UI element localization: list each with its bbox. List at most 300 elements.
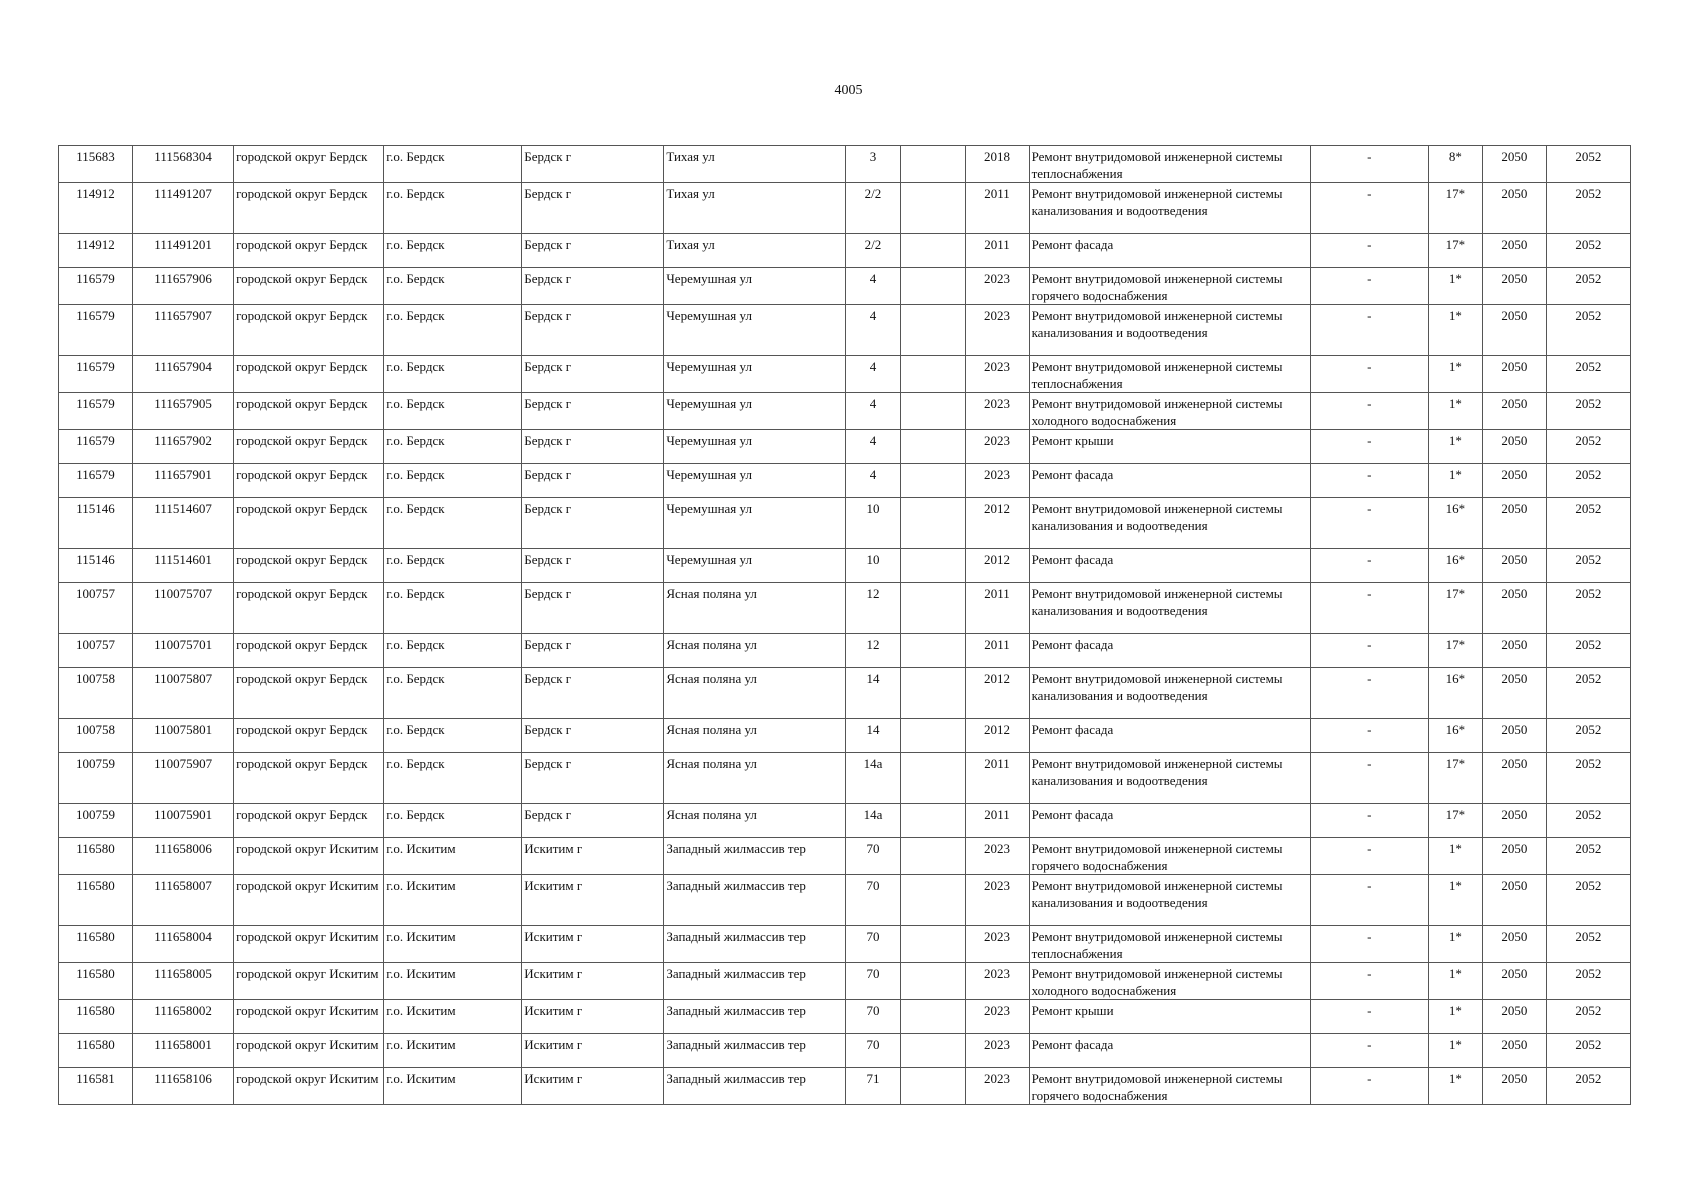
district-cell: г.о. Бердск	[384, 305, 522, 356]
settlement-cell: Бердск г	[522, 305, 664, 356]
street-cell: Западный жилмассив тер	[664, 1034, 846, 1068]
street-cell: Ясная поляна ул	[664, 804, 846, 838]
start-year-cell: 2050	[1482, 926, 1546, 963]
code-cell: 1*	[1428, 1034, 1482, 1068]
corpus-cell	[900, 838, 965, 875]
corpus-cell	[900, 583, 965, 634]
start-year-cell: 2050	[1482, 234, 1546, 268]
street-cell: Западный жилмассив тер	[664, 963, 846, 1000]
start-year-cell: 2050	[1482, 668, 1546, 719]
year-cell: 2011	[965, 583, 1029, 634]
dash-cell: -	[1310, 753, 1428, 804]
end-year-cell: 2052	[1546, 498, 1630, 549]
house-number-cell: 14а	[846, 753, 900, 804]
house-number-cell: 4	[846, 430, 900, 464]
end-year-cell: 2052	[1546, 634, 1630, 668]
settlement-cell: Бердск г	[522, 268, 664, 305]
work-type-cell: Ремонт внутридомовой инженерной системы теплоснабжения	[1029, 356, 1310, 393]
house-number-cell: 12	[846, 634, 900, 668]
work-type-cell: Ремонт крыши	[1029, 1000, 1310, 1034]
building-id-cell: 116581	[59, 1068, 133, 1105]
dash-cell: -	[1310, 430, 1428, 464]
street-cell: Черемушная ул	[664, 393, 846, 430]
year-cell: 2023	[965, 1034, 1029, 1068]
code-cell: 1*	[1428, 268, 1482, 305]
year-cell: 2011	[965, 804, 1029, 838]
building-id-cell: 100757	[59, 583, 133, 634]
settlement-cell: Искитим г	[522, 1000, 664, 1034]
settlement-cell: Бердск г	[522, 668, 664, 719]
street-cell: Черемушная ул	[664, 498, 846, 549]
start-year-cell: 2050	[1482, 963, 1546, 1000]
district-cell: г.о. Искитим	[384, 1034, 522, 1068]
work-id-cell: 110075701	[133, 634, 234, 668]
house-number-cell: 2/2	[846, 234, 900, 268]
work-type-cell: Ремонт фасада	[1029, 549, 1310, 583]
dash-cell: -	[1310, 393, 1428, 430]
district-cell: г.о. Искитим	[384, 926, 522, 963]
code-cell: 1*	[1428, 926, 1482, 963]
corpus-cell	[900, 183, 965, 234]
district-cell: г.о. Бердск	[384, 719, 522, 753]
code-cell: 1*	[1428, 464, 1482, 498]
building-id-cell: 116580	[59, 838, 133, 875]
work-type-cell: Ремонт фасада	[1029, 634, 1310, 668]
building-id-cell: 100758	[59, 719, 133, 753]
start-year-cell: 2050	[1482, 356, 1546, 393]
code-cell: 1*	[1428, 875, 1482, 926]
settlement-cell: Бердск г	[522, 356, 664, 393]
dash-cell: -	[1310, 1068, 1428, 1105]
code-cell: 1*	[1428, 393, 1482, 430]
municipality-cell: городской округ Бердск	[234, 430, 384, 464]
house-number-cell: 70	[846, 838, 900, 875]
district-cell: г.о. Бердск	[384, 549, 522, 583]
code-cell: 1*	[1428, 430, 1482, 464]
municipality-cell: городской округ Бердск	[234, 146, 384, 183]
year-cell: 2023	[965, 1068, 1029, 1105]
dash-cell: -	[1310, 583, 1428, 634]
code-cell: 1*	[1428, 1068, 1482, 1105]
year-cell: 2012	[965, 719, 1029, 753]
house-number-cell: 14	[846, 668, 900, 719]
dash-cell: -	[1310, 234, 1428, 268]
table-row	[59, 430, 1631, 464]
table-row	[59, 963, 1631, 1000]
work-type-cell: Ремонт внутридомовой инженерной системы канализования и водоотведения	[1029, 583, 1310, 634]
code-cell: 1*	[1428, 305, 1482, 356]
code-cell: 16*	[1428, 668, 1482, 719]
work-id-cell: 111658007	[133, 875, 234, 926]
end-year-cell: 2052	[1546, 875, 1630, 926]
settlement-cell: Бердск г	[522, 498, 664, 549]
start-year-cell: 2050	[1482, 146, 1546, 183]
building-id-cell: 115146	[59, 549, 133, 583]
start-year-cell: 2050	[1482, 183, 1546, 234]
municipality-cell: городской округ Бердск	[234, 464, 384, 498]
corpus-cell	[900, 498, 965, 549]
end-year-cell: 2052	[1546, 549, 1630, 583]
dash-cell: -	[1310, 719, 1428, 753]
district-cell: г.о. Бердск	[384, 464, 522, 498]
work-id-cell: 111658004	[133, 926, 234, 963]
building-id-cell: 100759	[59, 753, 133, 804]
work-type-cell: Ремонт фасада	[1029, 804, 1310, 838]
end-year-cell: 2052	[1546, 963, 1630, 1000]
building-id-cell: 100759	[59, 804, 133, 838]
settlement-cell: Искитим г	[522, 875, 664, 926]
building-id-cell: 116580	[59, 875, 133, 926]
municipality-cell: городской округ Бердск	[234, 356, 384, 393]
district-cell: г.о. Бердск	[384, 146, 522, 183]
year-cell: 2011	[965, 234, 1029, 268]
work-id-cell: 111658002	[133, 1000, 234, 1034]
table-row	[59, 719, 1631, 753]
building-id-cell: 116579	[59, 356, 133, 393]
district-cell: г.о. Бердск	[384, 268, 522, 305]
dash-cell: -	[1310, 549, 1428, 583]
work-type-cell: Ремонт внутридомовой инженерной системы горячего водоснабжения	[1029, 1068, 1310, 1105]
corpus-cell	[900, 668, 965, 719]
street-cell: Черемушная ул	[664, 268, 846, 305]
table-row	[59, 926, 1631, 963]
house-number-cell: 70	[846, 1034, 900, 1068]
building-id-cell: 114912	[59, 183, 133, 234]
district-cell: г.о. Искитим	[384, 963, 522, 1000]
table-row	[59, 234, 1631, 268]
house-number-cell: 3	[846, 146, 900, 183]
building-id-cell: 116579	[59, 464, 133, 498]
street-cell: Западный жилмассив тер	[664, 1068, 846, 1105]
table-row	[59, 1068, 1631, 1105]
district-cell: г.о. Бердск	[384, 183, 522, 234]
house-number-cell: 4	[846, 305, 900, 356]
year-cell: 2023	[965, 430, 1029, 464]
building-id-cell: 116580	[59, 1000, 133, 1034]
municipality-cell: городской округ Искитим	[234, 963, 384, 1000]
municipality-cell: городской округ Бердск	[234, 234, 384, 268]
house-number-cell: 2/2	[846, 183, 900, 234]
end-year-cell: 2052	[1546, 753, 1630, 804]
house-number-cell: 70	[846, 875, 900, 926]
start-year-cell: 2050	[1482, 268, 1546, 305]
table-row	[59, 838, 1631, 875]
work-id-cell: 111491201	[133, 234, 234, 268]
street-cell: Западный жилмассив тер	[664, 926, 846, 963]
street-cell: Ясная поляна ул	[664, 753, 846, 804]
district-cell: г.о. Бердск	[384, 234, 522, 268]
house-number-cell: 12	[846, 583, 900, 634]
settlement-cell: Бердск г	[522, 393, 664, 430]
house-number-cell: 4	[846, 268, 900, 305]
dash-cell: -	[1310, 498, 1428, 549]
work-id-cell: 111568304	[133, 146, 234, 183]
corpus-cell	[900, 1068, 965, 1105]
work-id-cell: 111658006	[133, 838, 234, 875]
municipality-cell: городской округ Бердск	[234, 268, 384, 305]
street-cell: Черемушная ул	[664, 549, 846, 583]
work-type-cell: Ремонт внутридомовой инженерной системы канализования и водоотведения	[1029, 183, 1310, 234]
building-id-cell: 115146	[59, 498, 133, 549]
start-year-cell: 2050	[1482, 804, 1546, 838]
work-id-cell: 111658106	[133, 1068, 234, 1105]
settlement-cell: Искитим г	[522, 926, 664, 963]
start-year-cell: 2050	[1482, 1068, 1546, 1105]
end-year-cell: 2052	[1546, 583, 1630, 634]
municipality-cell: городской округ Бердск	[234, 753, 384, 804]
work-type-cell: Ремонт внутридомовой инженерной системы горячего водоснабжения	[1029, 838, 1310, 875]
building-id-cell: 116580	[59, 1034, 133, 1068]
corpus-cell	[900, 549, 965, 583]
district-cell: г.о. Бердск	[384, 498, 522, 549]
start-year-cell: 2050	[1482, 838, 1546, 875]
corpus-cell	[900, 753, 965, 804]
start-year-cell: 2050	[1482, 430, 1546, 464]
code-cell: 16*	[1428, 719, 1482, 753]
work-type-cell: Ремонт крыши	[1029, 430, 1310, 464]
municipality-cell: городской округ Бердск	[234, 549, 384, 583]
code-cell: 17*	[1428, 183, 1482, 234]
municipality-cell: городской округ Бердск	[234, 393, 384, 430]
table-row	[59, 356, 1631, 393]
end-year-cell: 2052	[1546, 146, 1630, 183]
end-year-cell: 2052	[1546, 1034, 1630, 1068]
table-row	[59, 583, 1631, 634]
year-cell: 2023	[965, 393, 1029, 430]
start-year-cell: 2050	[1482, 583, 1546, 634]
corpus-cell	[900, 268, 965, 305]
start-year-cell: 2050	[1482, 393, 1546, 430]
work-type-cell: Ремонт внутридомовой инженерной системы теплоснабжения	[1029, 146, 1310, 183]
year-cell: 2012	[965, 668, 1029, 719]
end-year-cell: 2052	[1546, 305, 1630, 356]
work-type-cell: Ремонт внутридомовой инженерной системы холодного водоснабжения	[1029, 393, 1310, 430]
street-cell: Ясная поляна ул	[664, 634, 846, 668]
house-number-cell: 71	[846, 1068, 900, 1105]
end-year-cell: 2052	[1546, 838, 1630, 875]
year-cell: 2012	[965, 498, 1029, 549]
dash-cell: -	[1310, 875, 1428, 926]
settlement-cell: Бердск г	[522, 583, 664, 634]
end-year-cell: 2052	[1546, 464, 1630, 498]
year-cell: 2011	[965, 753, 1029, 804]
dash-cell: -	[1310, 1034, 1428, 1068]
dash-cell: -	[1310, 268, 1428, 305]
dash-cell: -	[1310, 926, 1428, 963]
page-number: 4005	[834, 83, 863, 98]
end-year-cell: 2052	[1546, 356, 1630, 393]
house-number-cell: 70	[846, 963, 900, 1000]
work-type-cell: Ремонт внутридомовой инженерной системы теплоснабжения	[1029, 926, 1310, 963]
code-cell: 1*	[1428, 1000, 1482, 1034]
work-id-cell: 110075807	[133, 668, 234, 719]
settlement-cell: Бердск г	[522, 549, 664, 583]
work-type-cell: Ремонт внутридомовой инженерной системы канализования и водоотведения	[1029, 305, 1310, 356]
settlement-cell: Бердск г	[522, 634, 664, 668]
table-row	[59, 1034, 1631, 1068]
work-id-cell: 111658005	[133, 963, 234, 1000]
corpus-cell	[900, 430, 965, 464]
dash-cell: -	[1310, 305, 1428, 356]
end-year-cell: 2052	[1546, 926, 1630, 963]
corpus-cell	[900, 1000, 965, 1034]
settlement-cell: Бердск г	[522, 183, 664, 234]
building-id-cell: 116580	[59, 926, 133, 963]
end-year-cell: 2052	[1546, 719, 1630, 753]
district-cell: г.о. Бердск	[384, 430, 522, 464]
building-id-cell: 116579	[59, 393, 133, 430]
year-cell: 2023	[965, 356, 1029, 393]
code-cell: 17*	[1428, 234, 1482, 268]
street-cell: Ясная поляна ул	[664, 668, 846, 719]
work-type-cell: Ремонт внутридомовой инженерной системы холодного водоснабжения	[1029, 963, 1310, 1000]
building-id-cell: 116579	[59, 430, 133, 464]
end-year-cell: 2052	[1546, 668, 1630, 719]
house-number-cell: 10	[846, 498, 900, 549]
municipality-cell: городской округ Бердск	[234, 719, 384, 753]
corpus-cell	[900, 305, 965, 356]
district-cell: г.о. Искитим	[384, 1000, 522, 1034]
work-type-cell: Ремонт фасада	[1029, 464, 1310, 498]
settlement-cell: Искитим г	[522, 963, 664, 1000]
end-year-cell: 2052	[1546, 804, 1630, 838]
house-number-cell: 10	[846, 549, 900, 583]
street-cell: Тихая ул	[664, 183, 846, 234]
dash-cell: -	[1310, 668, 1428, 719]
start-year-cell: 2050	[1482, 719, 1546, 753]
settlement-cell: Бердск г	[522, 753, 664, 804]
street-cell: Черемушная ул	[664, 464, 846, 498]
municipality-cell: городской округ Искитим	[234, 1034, 384, 1068]
municipality-cell: городской округ Искитим	[234, 1068, 384, 1105]
street-cell: Западный жилмассив тер	[664, 838, 846, 875]
municipality-cell: городской округ Искитим	[234, 838, 384, 875]
end-year-cell: 2052	[1546, 234, 1630, 268]
municipality-cell: городской округ Бердск	[234, 498, 384, 549]
house-number-cell: 4	[846, 464, 900, 498]
street-cell: Ясная поляна ул	[664, 719, 846, 753]
start-year-cell: 2050	[1482, 634, 1546, 668]
dash-cell: -	[1310, 1000, 1428, 1034]
corpus-cell	[900, 146, 965, 183]
code-cell: 8*	[1428, 146, 1482, 183]
year-cell: 2023	[965, 1000, 1029, 1034]
year-cell: 2018	[965, 146, 1029, 183]
work-type-cell: Ремонт фасада	[1029, 234, 1310, 268]
corpus-cell	[900, 963, 965, 1000]
district-cell: г.о. Искитим	[384, 838, 522, 875]
start-year-cell: 2050	[1482, 1034, 1546, 1068]
work-type-cell: Ремонт фасада	[1029, 1034, 1310, 1068]
settlement-cell: Искитим г	[522, 1068, 664, 1105]
work-id-cell: 111657906	[133, 268, 234, 305]
table-row	[59, 634, 1631, 668]
table-row	[59, 498, 1631, 549]
code-cell: 1*	[1428, 963, 1482, 1000]
dash-cell: -	[1310, 464, 1428, 498]
corpus-cell	[900, 634, 965, 668]
table-row	[59, 183, 1631, 234]
year-cell: 2023	[965, 464, 1029, 498]
district-cell: г.о. Бердск	[384, 393, 522, 430]
code-cell: 1*	[1428, 356, 1482, 393]
house-number-cell: 14а	[846, 804, 900, 838]
work-id-cell: 111514601	[133, 549, 234, 583]
end-year-cell: 2052	[1546, 393, 1630, 430]
municipality-cell: городской округ Бердск	[234, 305, 384, 356]
settlement-cell: Бердск г	[522, 146, 664, 183]
corpus-cell	[900, 875, 965, 926]
district-cell: г.о. Бердск	[384, 583, 522, 634]
work-type-cell: Ремонт внутридомовой инженерной системы канализования и водоотведения	[1029, 498, 1310, 549]
house-number-cell: 70	[846, 926, 900, 963]
settlement-cell: Бердск г	[522, 234, 664, 268]
work-id-cell: 111657905	[133, 393, 234, 430]
start-year-cell: 2050	[1482, 1000, 1546, 1034]
building-id-cell: 100757	[59, 634, 133, 668]
municipality-cell: городской округ Бердск	[234, 634, 384, 668]
code-cell: 16*	[1428, 498, 1482, 549]
start-year-cell: 2050	[1482, 305, 1546, 356]
street-cell: Ясная поляна ул	[664, 583, 846, 634]
corpus-cell	[900, 804, 965, 838]
corpus-cell	[900, 464, 965, 498]
work-id-cell: 111657907	[133, 305, 234, 356]
year-cell: 2023	[965, 875, 1029, 926]
district-cell: г.о. Бердск	[384, 668, 522, 719]
work-id-cell: 110075707	[133, 583, 234, 634]
table-row	[59, 393, 1631, 430]
table-row	[59, 804, 1631, 838]
dash-cell: -	[1310, 804, 1428, 838]
work-id-cell: 111657901	[133, 464, 234, 498]
municipality-cell: городской округ Бердск	[234, 804, 384, 838]
dash-cell: -	[1310, 146, 1428, 183]
corpus-cell	[900, 393, 965, 430]
end-year-cell: 2052	[1546, 1068, 1630, 1105]
start-year-cell: 2050	[1482, 875, 1546, 926]
settlement-cell: Бердск г	[522, 464, 664, 498]
municipality-cell: городской округ Искитим	[234, 875, 384, 926]
dash-cell: -	[1310, 634, 1428, 668]
dash-cell: -	[1310, 963, 1428, 1000]
code-cell: 16*	[1428, 549, 1482, 583]
district-cell: г.о. Искитим	[384, 1068, 522, 1105]
table-row	[59, 1000, 1631, 1034]
house-number-cell: 4	[846, 393, 900, 430]
district-cell: г.о. Бердск	[384, 634, 522, 668]
year-cell: 2023	[965, 963, 1029, 1000]
start-year-cell: 2050	[1482, 753, 1546, 804]
house-number-cell: 70	[846, 1000, 900, 1034]
street-cell: Тихая ул	[664, 234, 846, 268]
work-type-cell: Ремонт внутридомовой инженерной системы канализования и водоотведения	[1029, 668, 1310, 719]
table-row	[59, 268, 1631, 305]
year-cell: 2011	[965, 183, 1029, 234]
work-id-cell: 110075901	[133, 804, 234, 838]
work-id-cell: 111657904	[133, 356, 234, 393]
work-id-cell: 111658001	[133, 1034, 234, 1068]
municipality-cell: городской округ Искитим	[234, 926, 384, 963]
corpus-cell	[900, 1034, 965, 1068]
work-type-cell: Ремонт внутридомовой инженерной системы канализования и водоотведения	[1029, 875, 1310, 926]
street-cell: Черемушная ул	[664, 305, 846, 356]
code-cell: 17*	[1428, 753, 1482, 804]
municipality-cell: городской округ Искитим	[234, 1000, 384, 1034]
street-cell: Тихая ул	[664, 146, 846, 183]
building-id-cell: 100758	[59, 668, 133, 719]
table-row	[59, 753, 1631, 804]
